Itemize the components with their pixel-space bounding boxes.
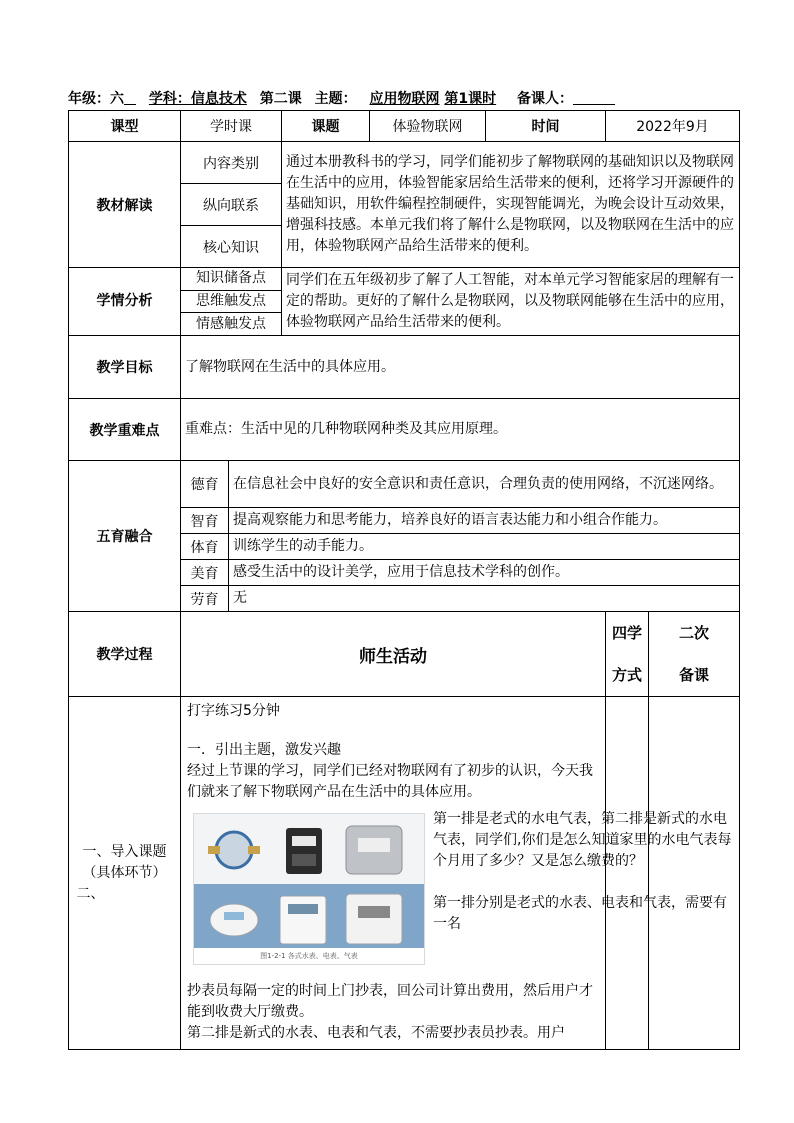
time-label: 时间: [486, 111, 606, 142]
answer-line-2: 抄表员每隔一定的时间上门抄表，回公司计算出费用，然后用户才能到收费大厅缴费。: [187, 983, 593, 1020]
five-name-intellect: 智育: [181, 508, 229, 534]
five-text-aesthetic: 感受生活中的设计美学，应用于信息技术学科的创作。: [229, 560, 740, 586]
lesson: 第二课: [259, 91, 302, 107]
theme-label: 主题：: [314, 91, 357, 107]
theme-value: 应用物联网: [369, 91, 440, 107]
keypoints-label: 教学重难点: [69, 399, 181, 461]
section-title: 一．引出主题，激发兴趣: [187, 742, 341, 758]
textbook-label: 教材解读: [69, 142, 181, 268]
stage-label: 一、导入课题 （具体环节） 二、: [69, 697, 181, 1050]
learners-sub-knowledge: 知识储备点: [181, 268, 282, 291]
grade: 年级：六: [68, 91, 124, 107]
answer-line-3: 第二排是新式的水表、电表和气表，不需要抄表员抄表。用户: [187, 1025, 565, 1041]
answer-line-1: 第一排分别是老式的水表、电表和气表，需要有一名: [433, 895, 727, 932]
row-basic-info: [69, 111, 740, 142]
keypoints-content: 重难点：生活中见的几种物联网种类及其应用原理。: [181, 399, 740, 461]
type-label: 课型: [69, 111, 181, 142]
activity-heading: 师生活动: [181, 612, 606, 697]
process-label: 教学过程: [69, 612, 181, 697]
textbook-sub-vertical-link: 纵向联系: [181, 184, 282, 226]
topic-label: 课题: [282, 111, 370, 142]
subject: 学科：信息技术: [148, 91, 247, 107]
textbook-sub-core-knowledge: 核心知识: [181, 226, 282, 268]
learners-sub-thinking: 思维触发点: [181, 290, 282, 313]
way-heading: 四学 方式: [606, 612, 649, 697]
time-value: 2022年9月: [606, 111, 740, 142]
five-name-physical: 体育: [181, 534, 229, 560]
five-name-labor: 劳育: [181, 586, 229, 612]
meter-question: 第一排是老式的水电气表，第二排是新式的水电气表，同学们,你们是怎么知道家里的水电气表每个月用了多少？又是怎么缴费的？: [433, 811, 732, 869]
textbook-sub-content-type: 内容类别: [181, 142, 282, 184]
grade-blank: [124, 90, 136, 105]
lesson-plan-table: [68, 110, 740, 1050]
intro-paragraph: 经过上节课的学习，同学们已经对物联网有了初步的认识，今天我们就来了解下物联网产品在生活中的具体应用。: [187, 763, 593, 800]
figure-side-text: [433, 809, 737, 935]
five-text-intellect: 提高观察能力和思考能力，培养良好的语言表达能力和小组合作能力。: [229, 508, 740, 534]
type-value: 学时课: [181, 111, 282, 142]
figure-caption: 图1-2-1 各式水表、电表、气表: [194, 948, 424, 964]
five-name-moral: 德育: [181, 461, 229, 508]
preparer-blank: [573, 90, 615, 105]
five-text-moral: 在信息社会中良好的安全意识和责任意识，合理负责的使用网络，不沉迷网络。: [229, 461, 740, 508]
process-content: [181, 697, 732, 1050]
five-label: 五育融合: [69, 461, 181, 612]
meters-photo: [193, 813, 425, 965]
typing-practice: 打字练习5分钟: [187, 703, 280, 719]
learners-content: 同学们在五年级初步了解了人工智能，对本单元学习智能家居的理解有一定的帮助。更好的了解什么是物联网，以及物联网能够在生活中的应用，体验物联网产品给生活带来的便利。: [282, 268, 740, 336]
page-header: [68, 88, 738, 110]
learners-label: 学情分析: [69, 268, 181, 336]
five-text-physical: 训练学生的动手能力。: [229, 534, 740, 560]
goal-content: 了解物联网在生活中的具体应用。: [181, 336, 740, 399]
preparer-label: 备课人：: [517, 91, 573, 107]
textbook-content: 通过本册教科书的学习，同学们能初步了解物联网的基础知识以及物联网在生活中的应用，体验智能家居给生活带来的便利，还将学习开源硬件的基础知识，用软件编程控制硬件，实现智能调光，为晚会设计互动效果，增强科技感。本单元我们将了解什么是物联网，以及物联网在生活中的应用，体验物联网产品给生活带来的便利。: [282, 142, 740, 268]
second-prep-heading: 二次 备课: [649, 612, 740, 697]
goal-label: 教学目标: [69, 336, 181, 399]
five-text-labor: 无: [229, 586, 740, 612]
topic-value: 体验物联网: [370, 111, 486, 142]
meters-illustration: [194, 814, 424, 964]
period: 第1课时: [444, 91, 497, 107]
five-name-aesthetic: 美育: [181, 560, 229, 586]
figure-block: [187, 809, 732, 981]
learners-sub-emotion: 情感触发点: [181, 313, 282, 336]
